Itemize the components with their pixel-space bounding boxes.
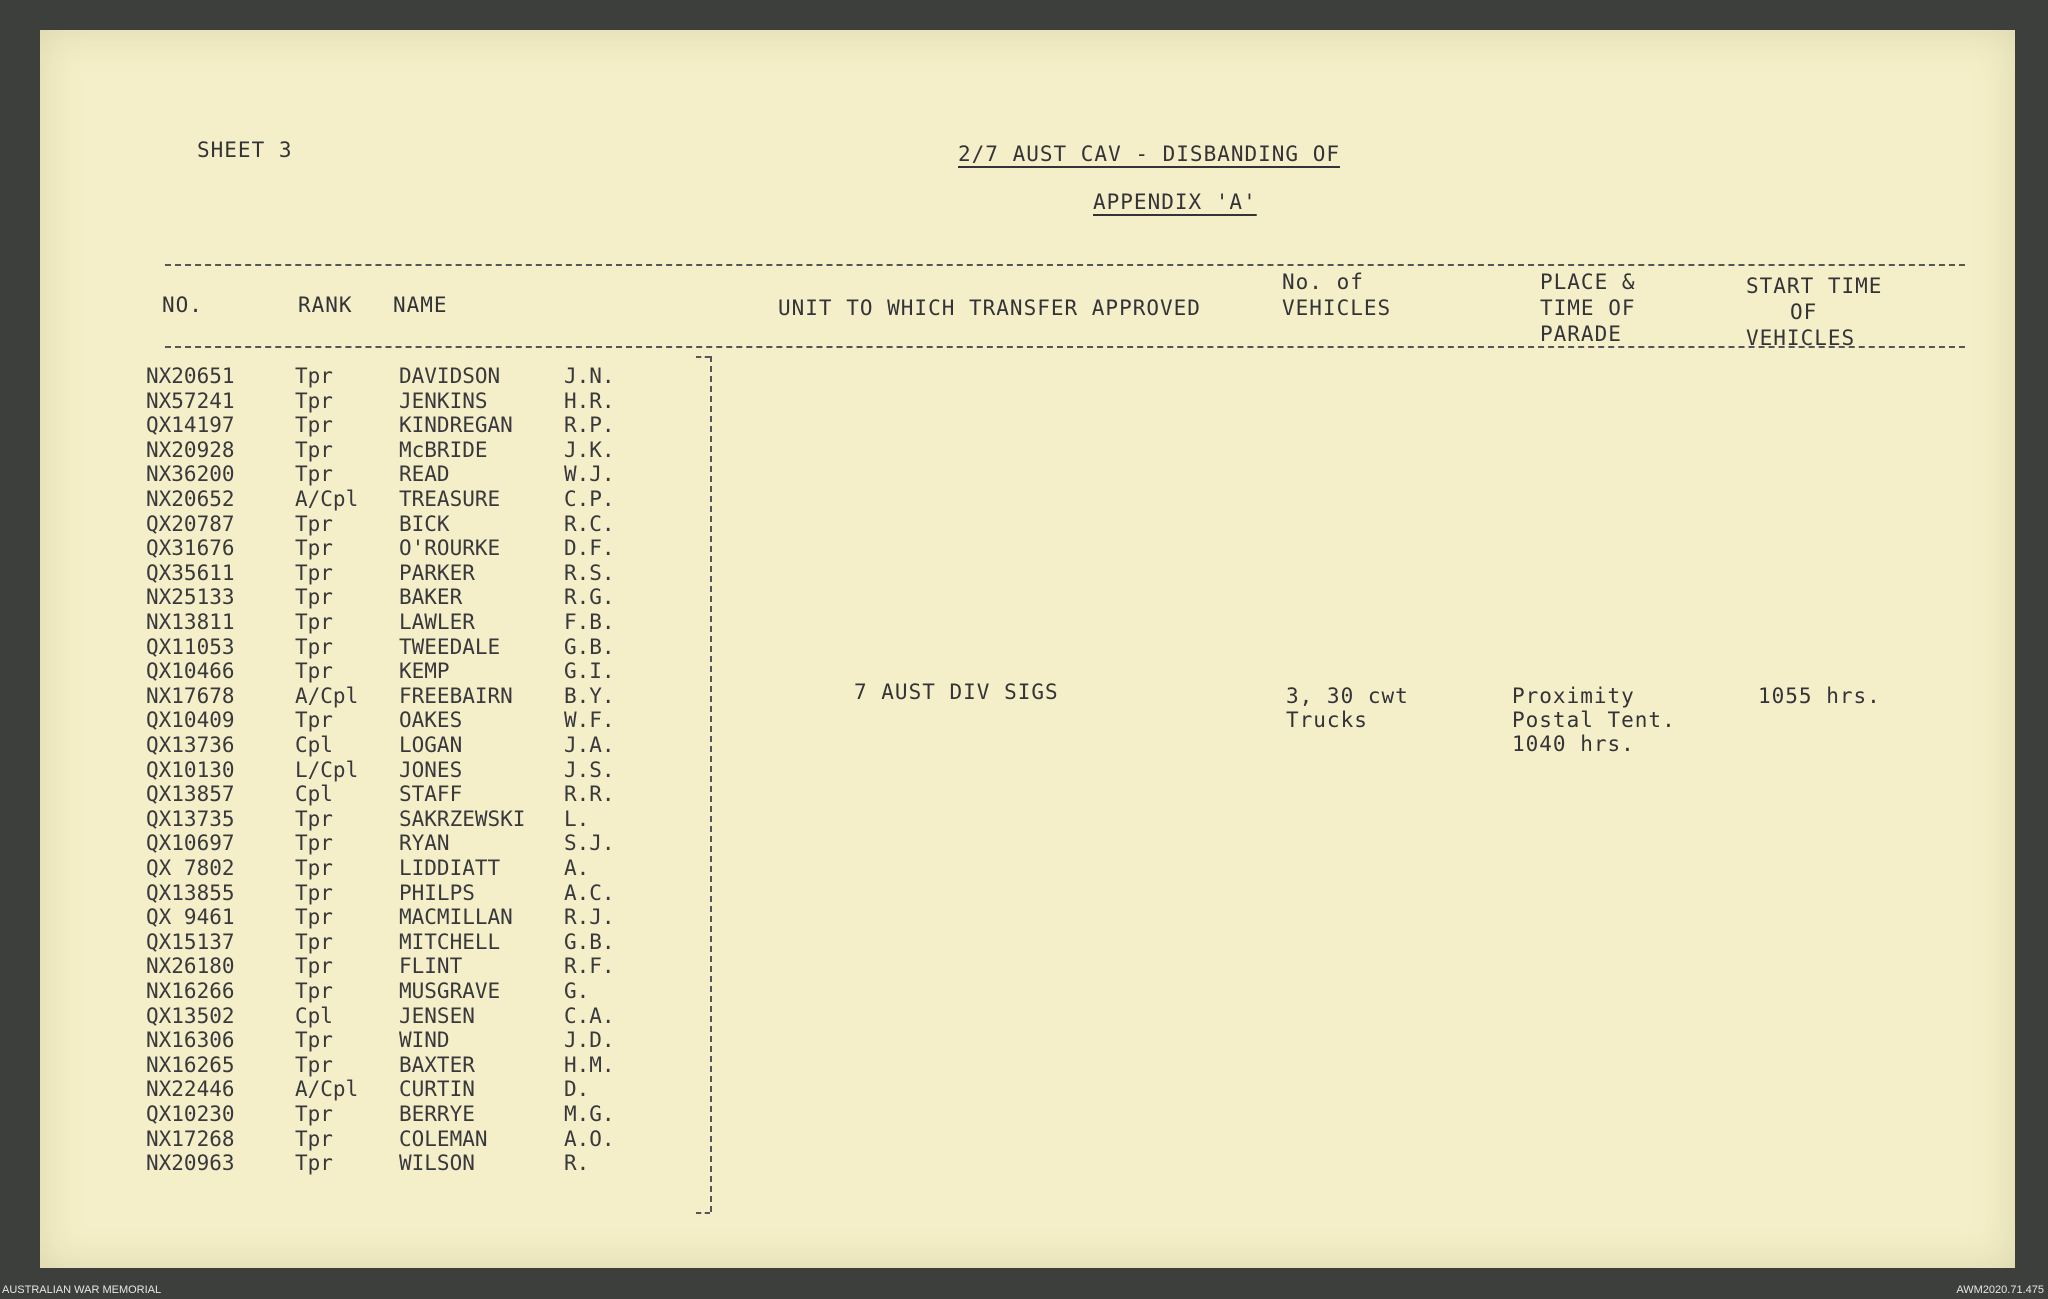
surname: READ xyxy=(399,462,450,486)
initials: W.F. xyxy=(564,708,615,732)
initials: C.P. xyxy=(564,487,615,511)
service-number: NX20928 xyxy=(146,438,235,462)
initials: L. xyxy=(564,807,590,831)
surname: LOGAN xyxy=(399,733,463,757)
initials: S.J. xyxy=(564,831,615,855)
service-number: QX 7802 xyxy=(146,856,235,880)
rank: Tpr xyxy=(295,1127,333,1151)
surname: FLINT xyxy=(399,954,463,978)
initials: G.I. xyxy=(564,659,615,683)
service-number: QX11053 xyxy=(146,635,235,659)
surname: PHILPS xyxy=(399,881,475,905)
rank: Tpr xyxy=(295,512,333,536)
rank: Tpr xyxy=(295,979,333,1003)
header-start-line3: VEHICLES xyxy=(1746,326,1856,350)
service-number: QX13736 xyxy=(146,733,235,757)
surname: LIDDIATT xyxy=(399,856,501,880)
surname: STAFF xyxy=(399,782,463,806)
transfer-unit: 7 AUST DIV SIGS xyxy=(854,680,1059,704)
header-place-line2: TIME OF xyxy=(1540,296,1636,320)
initials: J.D. xyxy=(564,1028,615,1052)
appendix-label: APPENDIX 'A' xyxy=(1093,190,1257,214)
surname: TWEEDALE xyxy=(399,635,501,659)
surname: WILSON xyxy=(399,1151,475,1175)
surname: CURTIN xyxy=(399,1077,475,1101)
service-number: NX16306 xyxy=(146,1028,235,1052)
rank: A/Cpl xyxy=(295,487,359,511)
service-number: NX13811 xyxy=(146,610,235,634)
header-place-line1: PLACE & xyxy=(1540,270,1636,294)
header-vehicles-line2: VEHICLES xyxy=(1282,296,1392,320)
surname: BAKER xyxy=(399,585,463,609)
rank: Tpr xyxy=(295,1053,333,1077)
footer-credit: AUSTRALIAN WAR MEMORIAL xyxy=(2,1284,162,1296)
service-number: NX26180 xyxy=(146,954,235,978)
rank: Tpr xyxy=(295,536,333,560)
rank: Tpr xyxy=(295,905,333,929)
rank: Tpr xyxy=(295,438,333,462)
surname: JENSEN xyxy=(399,1004,475,1028)
surname: MACMILLAN xyxy=(399,905,513,929)
service-number: QX20787 xyxy=(146,512,235,536)
initials: B.Y. xyxy=(564,684,615,708)
surname: MUSGRAVE xyxy=(399,979,501,1003)
service-number: QX10409 xyxy=(146,708,235,732)
header-place-line3: PARADE xyxy=(1540,322,1622,346)
vehicle-start-time: 1055 hrs. xyxy=(1758,684,1881,708)
surname: JENKINS xyxy=(399,389,488,413)
surname: JONES xyxy=(399,758,463,782)
initials: R.C. xyxy=(564,512,615,536)
service-number: QX10130 xyxy=(146,758,235,782)
service-number: NX20652 xyxy=(146,487,235,511)
rank: Tpr xyxy=(295,807,333,831)
surname: KEMP xyxy=(399,659,450,683)
rank: Tpr xyxy=(295,413,333,437)
service-number: NX16265 xyxy=(146,1053,235,1077)
initials: D. xyxy=(564,1077,590,1101)
initials: H.M. xyxy=(564,1053,615,1077)
bracket-bottom xyxy=(696,1212,710,1214)
rank: Tpr xyxy=(295,1151,333,1175)
rank: Tpr xyxy=(295,1102,333,1126)
surname: O'ROURKE xyxy=(399,536,501,560)
rank: Cpl xyxy=(295,782,333,806)
surname: MITCHELL xyxy=(399,930,501,954)
rank: Tpr xyxy=(295,856,333,880)
surname: SAKRZEWSKI xyxy=(399,807,526,831)
surname: TREASURE xyxy=(399,487,501,511)
surname: RYAN xyxy=(399,831,450,855)
header-start-line1: START TIME xyxy=(1746,274,1883,298)
rank: Tpr xyxy=(295,1028,333,1052)
service-number: NX57241 xyxy=(146,389,235,413)
surname: OAKES xyxy=(399,708,463,732)
initials: W.J. xyxy=(564,462,615,486)
initials: R.J. xyxy=(564,905,615,929)
rank: Tpr xyxy=(295,389,333,413)
initials: M.G. xyxy=(564,1102,615,1126)
initials: J.N. xyxy=(564,364,615,388)
initials: R.F. xyxy=(564,954,615,978)
bracket-line xyxy=(710,356,712,1212)
initials: A.O. xyxy=(564,1127,615,1151)
parade-place-2: Postal Tent. xyxy=(1512,708,1676,732)
header-top-rule xyxy=(165,264,1965,266)
header-name: NAME xyxy=(393,293,448,317)
initials: R. xyxy=(564,1151,590,1175)
service-number: QX13855 xyxy=(146,881,235,905)
rank: Tpr xyxy=(295,659,333,683)
header-bottom-rule xyxy=(165,346,1965,348)
initials: C.A. xyxy=(564,1004,615,1028)
service-number: NX36200 xyxy=(146,462,235,486)
sheet-label: SHEET 3 xyxy=(197,138,293,162)
surname: BAXTER xyxy=(399,1053,475,1077)
service-number: QX10697 xyxy=(146,831,235,855)
bracket-top xyxy=(696,356,710,358)
service-number: QX15137 xyxy=(146,930,235,954)
initials: R.G. xyxy=(564,585,615,609)
service-number: QX13502 xyxy=(146,1004,235,1028)
rank: Tpr xyxy=(295,462,333,486)
rank: Tpr xyxy=(295,635,333,659)
initials: A. xyxy=(564,856,590,880)
service-number: NX17268 xyxy=(146,1127,235,1151)
rank: A/Cpl xyxy=(295,684,359,708)
service-number: QX10466 xyxy=(146,659,235,683)
surname: KINDREGAN xyxy=(399,413,513,437)
initials: D.F. xyxy=(564,536,615,560)
surname: FREEBAIRN xyxy=(399,684,513,708)
header-start-line2: OF xyxy=(1790,300,1818,324)
service-number: NX22446 xyxy=(146,1077,235,1101)
service-number: NX25133 xyxy=(146,585,235,609)
rank: Tpr xyxy=(295,364,333,388)
service-number: NX20651 xyxy=(146,364,235,388)
rank: Tpr xyxy=(295,930,333,954)
service-number: QX10230 xyxy=(146,1102,235,1126)
surname: McBRIDE xyxy=(399,438,488,462)
service-number: QX31676 xyxy=(146,536,235,560)
initials: A.C. xyxy=(564,881,615,905)
document-page xyxy=(40,30,2015,1268)
rank: A/Cpl xyxy=(295,1077,359,1101)
header-unit: UNIT TO WHICH TRANSFER APPROVED xyxy=(778,296,1201,320)
document-title: 2/7 AUST CAV - DISBANDING OF xyxy=(958,142,1341,166)
rank: Tpr xyxy=(295,831,333,855)
header-no: NO. xyxy=(162,293,203,317)
parade-time: 1040 hrs. xyxy=(1512,732,1635,756)
service-number: NX16266 xyxy=(146,979,235,1003)
rank: Tpr xyxy=(295,954,333,978)
initials: J.K. xyxy=(564,438,615,462)
vehicles-count: 3, 30 cwt xyxy=(1286,684,1409,708)
rank: Tpr xyxy=(295,881,333,905)
initials: H.R. xyxy=(564,389,615,413)
surname: DAVIDSON xyxy=(399,364,501,388)
initials: J.A. xyxy=(564,733,615,757)
surname: BERRYE xyxy=(399,1102,475,1126)
service-number: QX14197 xyxy=(146,413,235,437)
surname: BICK xyxy=(399,512,450,536)
initials: G. xyxy=(564,979,590,1003)
parade-place-1: Proximity xyxy=(1512,684,1635,708)
service-number: QX 9461 xyxy=(146,905,235,929)
rank: Tpr xyxy=(295,585,333,609)
rank: Cpl xyxy=(295,733,333,757)
rank: L/Cpl xyxy=(295,758,359,782)
footer-accession: AWM2020.71.475 xyxy=(1956,1284,2044,1296)
surname: WIND xyxy=(399,1028,450,1052)
surname: PARKER xyxy=(399,561,475,585)
service-number: QX13735 xyxy=(146,807,235,831)
header-rank: RANK xyxy=(298,293,353,317)
rank: Tpr xyxy=(295,610,333,634)
initials: G.B. xyxy=(564,930,615,954)
service-number: NX20963 xyxy=(146,1151,235,1175)
header-vehicles-line1: No. of xyxy=(1282,270,1364,294)
initials: J.S. xyxy=(564,758,615,782)
service-number: QX13857 xyxy=(146,782,235,806)
rank: Tpr xyxy=(295,708,333,732)
service-number: QX35611 xyxy=(146,561,235,585)
initials: R.S. xyxy=(564,561,615,585)
rank: Tpr xyxy=(295,561,333,585)
surname: LAWLER xyxy=(399,610,475,634)
initials: R.P. xyxy=(564,413,615,437)
service-number: NX17678 xyxy=(146,684,235,708)
initials: R.R. xyxy=(564,782,615,806)
initials: F.B. xyxy=(564,610,615,634)
vehicles-type: Trucks xyxy=(1286,708,1368,732)
initials: G.B. xyxy=(564,635,615,659)
rank: Cpl xyxy=(295,1004,333,1028)
surname: COLEMAN xyxy=(399,1127,488,1151)
